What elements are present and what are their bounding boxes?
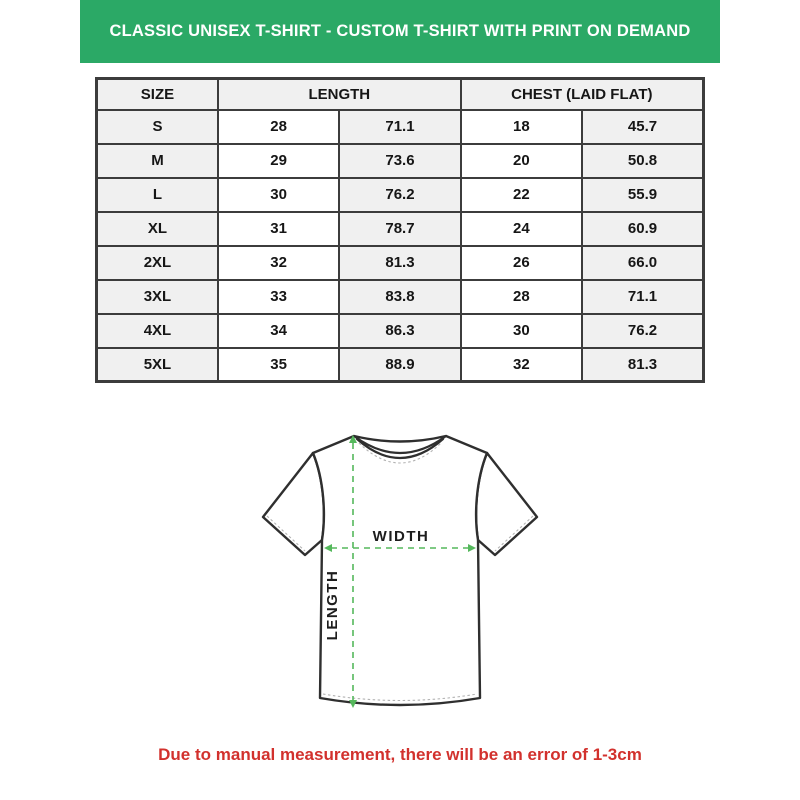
length-cm-cell: 71.1 [339, 110, 460, 144]
chest-cm-cell: 60.9 [582, 212, 703, 246]
table-row [97, 110, 704, 144]
chest-cm-cell: 71.1 [582, 280, 703, 314]
length-cm-cell: 83.8 [339, 280, 460, 314]
table-row [97, 212, 704, 246]
measurement-error-note: Due to manual measurement, there will be an error of 1-3cm [158, 745, 642, 764]
table-header-row [97, 79, 704, 110]
size-chart-table [95, 77, 705, 383]
length-cm-cell: 81.3 [339, 246, 460, 280]
tshirt-diagram-svg [240, 420, 560, 740]
length-in-cell: 28 [218, 110, 339, 144]
chest-cm-cell: 50.8 [582, 144, 703, 178]
table-row [97, 144, 704, 178]
size-cell: 4XL [97, 314, 218, 348]
chest-in-cell: 32 [461, 348, 582, 382]
size-cell: 5XL [97, 348, 218, 382]
size-cell: S [97, 110, 218, 144]
size-cell: 2XL [97, 246, 218, 280]
table-row [97, 314, 704, 348]
column-header-chest: CHEST (LAID FLAT) [461, 79, 704, 110]
chest-cm-cell: 55.9 [582, 178, 703, 212]
chest-in-cell: 18 [461, 110, 582, 144]
chest-cm-cell: 45.7 [582, 110, 703, 144]
column-header-size: SIZE [97, 79, 218, 110]
length-label: LENGTH [324, 569, 341, 641]
length-in-cell: 35 [218, 348, 339, 382]
page-title: CLASSIC UNISEX T-SHIRT - CUSTOM T-SHIRT WITH PRINT ON DEMAND [109, 22, 691, 40]
table-row [97, 178, 704, 212]
size-cell: XL [97, 212, 218, 246]
size-cell: L [97, 178, 218, 212]
chest-cm-cell: 81.3 [582, 348, 703, 382]
chest-in-cell: 28 [461, 280, 582, 314]
chest-cm-cell: 66.0 [582, 246, 703, 280]
length-in-cell: 29 [218, 144, 339, 178]
chest-cm-cell: 76.2 [582, 314, 703, 348]
length-in-cell: 30 [218, 178, 339, 212]
table-row [97, 348, 704, 382]
tshirt-measurement-diagram [240, 420, 560, 740]
length-in-cell: 33 [218, 280, 339, 314]
length-cm-cell: 78.7 [339, 212, 460, 246]
length-in-cell: 31 [218, 212, 339, 246]
table-row [97, 246, 704, 280]
size-cell: 3XL [97, 280, 218, 314]
chest-in-cell: 22 [461, 178, 582, 212]
length-in-cell: 32 [218, 246, 339, 280]
chest-in-cell: 20 [461, 144, 582, 178]
length-in-cell: 34 [218, 314, 339, 348]
width-label: WIDTH [372, 528, 430, 545]
chest-in-cell: 24 [461, 212, 582, 246]
length-cm-cell: 86.3 [339, 314, 460, 348]
length-cm-cell: 73.6 [339, 144, 460, 178]
chest-in-cell: 30 [461, 314, 582, 348]
title-banner [80, 0, 720, 63]
column-header-length: LENGTH [218, 79, 461, 110]
size-cell: M [97, 144, 218, 178]
chest-in-cell: 26 [461, 246, 582, 280]
table-row [97, 280, 704, 314]
length-cm-cell: 76.2 [339, 178, 460, 212]
length-cm-cell: 88.9 [339, 348, 460, 382]
